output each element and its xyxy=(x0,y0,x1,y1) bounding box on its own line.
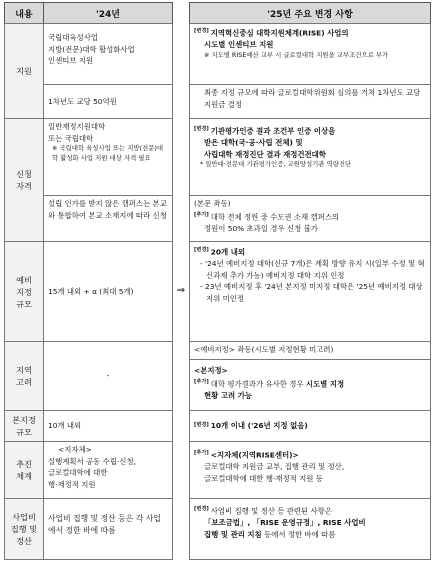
next-line: 받은 대학(국·공·사립 전체) 및 xyxy=(204,138,303,148)
row-main-designation-category xyxy=(4,410,44,442)
next-head: <본지정> xyxy=(194,366,228,375)
category-label: 사업비 집행 및 정산 xyxy=(10,512,38,546)
category-label: 지역 고려 xyxy=(16,365,32,387)
change-tag: [변경] xyxy=(194,422,209,429)
prev-text: 10개 내외 xyxy=(48,421,82,431)
category-label: 본지정 규모 xyxy=(12,415,36,437)
item-text: '24년 예비지정 대학(신규 7개)은 계획 방향 유지 시(일부 수정 및 혁신과제 추가 가능) 예비지정 대학 지위 인정 xyxy=(205,259,425,280)
row-governance-category xyxy=(4,441,44,499)
governance-prev xyxy=(43,441,173,499)
support-next-rise xyxy=(189,23,431,85)
prev-head: <지자체> xyxy=(58,445,92,454)
category-label: 예비 지정 규모 xyxy=(16,274,32,309)
prev-note: ※ 국립대학 육성사업 또는 지방(전문)대학 활성화 사업 지원 대상 자격 필요 xyxy=(52,144,164,162)
eligibility-prev-campus xyxy=(43,195,173,242)
next-text: 10개 이내 ('26년 지정 없음) xyxy=(210,421,308,431)
row-prelim-category xyxy=(4,241,44,342)
next-line: 시도별 인센티브 지원 xyxy=(204,40,274,50)
prev-text: 설립 인가를 받지 않은 캠퍼스는 본교와 통합하여 본교 소재지에 따라 신청 xyxy=(48,199,167,220)
prev-line: 일반재정지원대학 xyxy=(48,122,106,131)
next-line: 대학 전체 정원 중 수도권 소재 캠퍼스의 xyxy=(210,212,340,222)
arrow-glyph: ⇒ xyxy=(176,284,186,296)
prev-line: 행·재정적 지원 xyxy=(48,479,96,489)
change-tag: [변경] xyxy=(194,247,209,253)
header-next-year xyxy=(189,2,431,24)
eligibility-next-capital-area xyxy=(189,195,431,242)
next-line: 「보조금법」, 「RISE 운영규정」, RISE 사업비 xyxy=(204,518,366,528)
prev-line: 글로컬대학에 대한 xyxy=(48,468,108,478)
region-next-prelim xyxy=(189,341,431,360)
prev-line: 또는 국립대학 xyxy=(48,133,94,143)
item-dash: - xyxy=(200,282,203,292)
support-prev-amount xyxy=(43,84,173,119)
support-prev-programs xyxy=(43,23,173,85)
header-next-label: '25년 주요 변경 사항 xyxy=(267,9,353,20)
add-tag: [추가] xyxy=(194,378,209,385)
region-next-main xyxy=(189,359,431,411)
budget-prev xyxy=(43,498,173,560)
main-designation-next xyxy=(189,410,431,442)
change-tag: [변경] xyxy=(194,126,209,132)
next-line: 현황 고려 가능 xyxy=(204,390,252,400)
region-prev xyxy=(43,341,173,411)
next-line: 글로컬대학에 대한 행·재정적 지원 등 xyxy=(204,473,323,483)
item-text: 23년 예비지정 후 '24년 본지정 미지정 대학은 '25년 예비지정 대상 지위 미인정 xyxy=(205,282,423,303)
change-tag: [변경] xyxy=(194,28,209,34)
next-line: (본문 좌동) xyxy=(194,199,231,208)
next-head: <지자체(지역RISE센터)> xyxy=(210,450,299,460)
row-region-category xyxy=(4,341,44,411)
next-line: 사업비 집행 및 정산 등 관련된 사항은 xyxy=(210,506,332,516)
prelim-prev xyxy=(43,241,173,342)
header-category xyxy=(4,2,44,24)
next-line: 지역혁신중심 대학지원체계(RISE) 사업의 xyxy=(210,28,349,38)
prelim-item-2 xyxy=(194,281,426,304)
item-dash: - xyxy=(200,259,203,269)
add-tag: [추가] xyxy=(194,211,209,218)
prelim-next xyxy=(189,241,431,342)
next-line: 정원이 50% 초과일 경우 신청 불가 xyxy=(204,223,318,233)
next-line: 집행 및 관리 지침 등에서 정한 바에 따름 xyxy=(204,529,336,539)
category-label: 지원 xyxy=(16,66,32,76)
prev-text: - xyxy=(106,371,110,381)
next-text: <예비지정> 좌동(시도별 지정현황 미고려) xyxy=(194,345,334,354)
add-tag: [추가] xyxy=(194,450,209,456)
next-head: 20개 내외 xyxy=(210,247,246,257)
eligibility-prev-general xyxy=(43,118,173,196)
main-designation-prev xyxy=(43,410,173,442)
change-tag: [변경] xyxy=(194,506,209,512)
next-text: 최종 지정 규모에 따라 글로컬대학위원회 심의를 거쳐 1차년도 교당 지원금 결정 xyxy=(204,88,421,109)
category-label: 추진 체계 xyxy=(16,459,32,481)
next-line: 사립대학 재정진단 결과 재정건전대학 xyxy=(204,149,326,159)
row-support-category xyxy=(4,23,44,119)
budget-next xyxy=(189,498,431,560)
prev-text: 사업비 집행 및 정산 등은 각 사업에서 정한 바에 따름 xyxy=(48,514,161,535)
category-label: 신청 자격 xyxy=(16,169,32,191)
next-note: * 일반대·전문대 기관평가인증, 교원양성기관 역량진단 xyxy=(200,160,352,169)
next-line: 기관평가인증 결과 조건부 인증 이상을 xyxy=(210,126,336,136)
prev-text: 15개 내외 + α (최대 5개) xyxy=(48,286,134,296)
header-prev-year xyxy=(43,2,173,24)
next-note: ※ 지도별 RISE예산 교부 시 글로컬대학 지원을 교부조건으로 부가 xyxy=(204,50,389,59)
prev-line: 지방(전문)대학 활성화사업 xyxy=(48,44,135,54)
next-line: 대학 평가결과가 유사한 경우 시도별 지정 xyxy=(210,379,345,389)
next-line: 글로컬대학 지원금 교부, 집행 관리 및 정산, xyxy=(204,462,345,472)
prev-text: 1차년도 교당 50억원 xyxy=(48,97,117,106)
governance-next xyxy=(189,441,431,499)
prev-line: 인센티브 지원 xyxy=(48,56,94,66)
support-next-decision xyxy=(189,84,431,119)
header-category-label: 내용 xyxy=(15,9,33,20)
prev-line: 실행계획서 공동 수립·신청, xyxy=(48,456,136,466)
prev-line: 국립대육성사업 xyxy=(48,33,98,42)
header-prev-label: '24년 xyxy=(96,9,120,20)
row-budget-category xyxy=(4,498,44,560)
eligibility-next-accreditation xyxy=(189,118,431,196)
row-eligibility-category xyxy=(4,118,44,242)
change-arrow xyxy=(173,280,189,300)
prelim-item-1 xyxy=(194,258,426,281)
